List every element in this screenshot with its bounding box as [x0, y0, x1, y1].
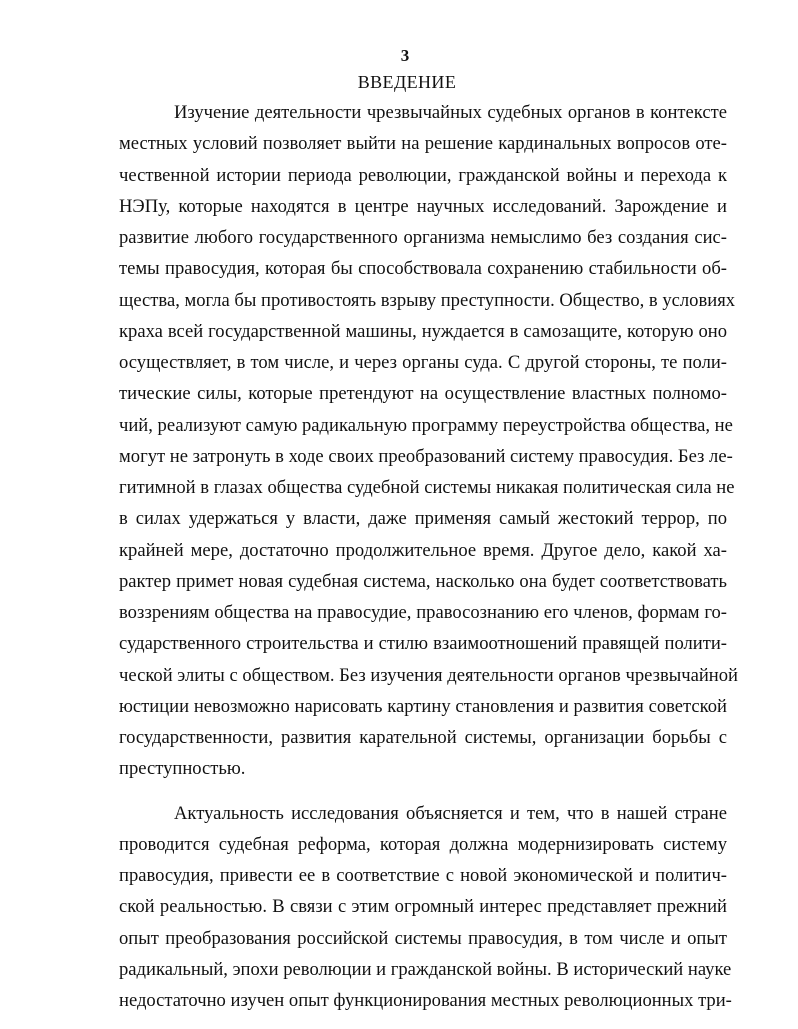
page-heading: ВВЕДЕНИЕ	[357, 72, 457, 92]
paragraph-2	[119, 798, 732, 1017]
text-line: юстиции невозможно нарисовать картину становления и развития советской	[119, 695, 727, 717]
text-line: темы правосудия, которая бы способствовала сохранению стабильности об-	[119, 258, 727, 280]
paragraph-gap	[119, 785, 727, 798]
page-number: 3	[400, 46, 410, 65]
text-line: краха всей государственной машины, нуждается в самозащите, которую оно	[119, 320, 727, 342]
text-line: осуществляет, в том числе, и через органы суда. С другой стороны, те поли-	[119, 352, 727, 373]
text-line: воззрениям общества на правосудие, правосознанию его членов, формам го-	[119, 602, 727, 623]
text-line: Актуальность исследования объясняется и тем, что в нашей стране	[174, 802, 727, 824]
text-line: преступностью.	[119, 758, 246, 780]
text-line: местных условий позволяет выйти на решение кардинальных вопросов оте-	[119, 133, 727, 155]
text-line: НЭПу, которые находятся в центре научных исследований. Зарождение и	[119, 195, 727, 217]
text-line: радикальный, эпохи революции и гражданской войны. В исторический науке	[119, 958, 732, 980]
paragraph-1	[119, 97, 738, 785]
text-line: правосудия, привести ее в соответствие с новой экономической и политич-	[119, 865, 727, 886]
text-line: могут не затронуть в ходе своих преобразований систему правосудия. Без ле-	[119, 445, 733, 467]
text-line: Изучение деятельности чрезвычайных судебных органов в контексте	[174, 102, 727, 123]
text-line: сударственного строительства и стилю взаимоотношений правящей полити-	[119, 633, 727, 655]
text-line: недостаточно изучен опыт функционирования местных революционных три-	[119, 990, 732, 1011]
text-line: ческой элиты с обществом. Без изучения деятельности органов чрезвычайной	[119, 664, 738, 686]
text-line: опыт преобразования российской системы правосудия, в том числе и опыт	[119, 927, 727, 949]
text-line: рактер примет новая судебная система, насколько она будет соответствовать	[119, 570, 727, 592]
text-line: проводится судебная реформа, которая должна модернизировать систему	[119, 833, 727, 855]
text-line: тические силы, которые претендуют на осуществление властных полномо-	[119, 383, 727, 405]
text-line: ской реальностью. В связи с этим огромный интерес представляет прежний	[119, 896, 727, 918]
text-line: чественной истории периода революции, гражданской войны и перехода к	[119, 164, 727, 186]
text-line: развитие любого государственного организма немыслимо без создания сис-	[119, 227, 727, 248]
text-line: гитимной в глазах общества судебной системы никакая политическая сила не	[119, 477, 735, 498]
text-line: крайней мере, достаточно продолжительное время. Другое дело, какой ха-	[119, 539, 727, 561]
document-body	[119, 97, 738, 1016]
text-line: чий, реализуют самую радикальную программу переустройства общества, не	[119, 414, 733, 436]
text-line: щества, могла бы противостоять взрыву преступности. Общество, в условиях	[119, 289, 736, 311]
text-line: государственности, развития карательной системы, организации борьбы с	[119, 727, 727, 748]
text-line: в силах удержаться у власти, даже применяя самый жестокий террор, по	[119, 508, 727, 530]
